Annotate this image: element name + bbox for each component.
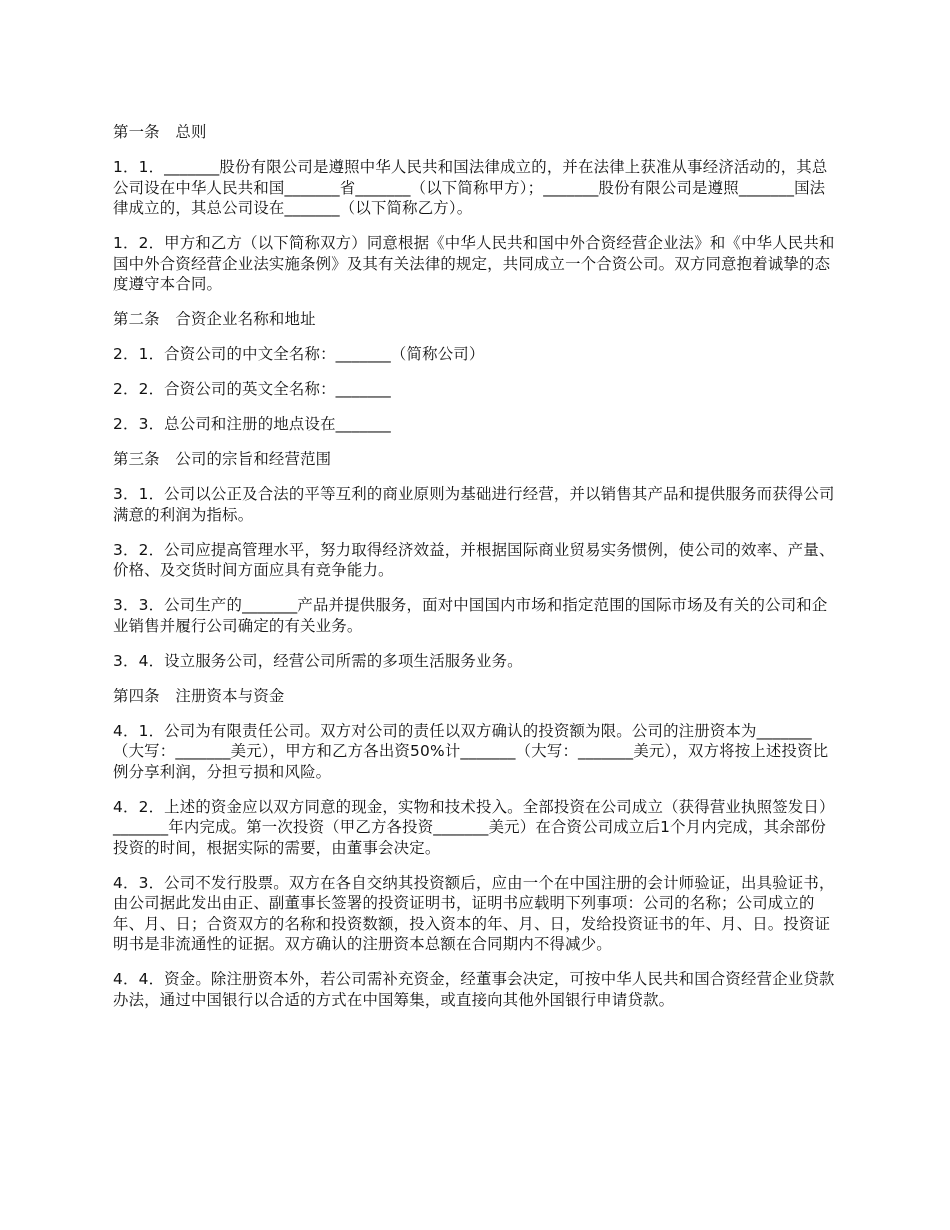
clause-3-2: 3．2．公司应提高管理水平，努力取得经济效益，并根据国际商业贸易实务惯例，使公司的效率、产量、价格、及交货时间方面应具有竞争能力。 xyxy=(113,540,835,579)
section-1 xyxy=(113,122,840,295)
section-4 xyxy=(113,686,840,1011)
contract-page xyxy=(113,122,840,1025)
clause-4-3: 4．3．公司不发行股票。双方在各自交纳其投资额后，应由一个在中国注册的会计师验证，出具验证书，由公司据此发出由正、副董事长签署的投资证明书，证明书应载明下列事项：公司的名称；公司成立的年、月、日；合资双方的名称和投资数额，投入资本的年、月、日，发给投资证书的年、月、日。投资证明书是非流通性的证据。双方确认的注册资本总额在合同期内不得减少。 xyxy=(113,873,835,953)
section-heading: 第三条 公司的宗旨和经营范围 xyxy=(113,450,332,468)
clause-3-1: 3．1．公司以公正及合法的平等互利的商业原则为基础进行经营，并以销售其产品和提供服务而获得公司满意的利润为指标。 xyxy=(113,485,835,524)
clause-1-2: 1．2．甲方和乙方（以下简称双方）同意根据《中华人民共和国中外合资经营企业法》和《中华人民共和国中外合资经营企业法实施条例》及其有关法律的规定，共同成立一个合资公司。双方同意抱着诚挚的态度遵守本合同。 xyxy=(113,234,835,293)
clause-2-3: 2．3．总公司和注册的地点设在_______ xyxy=(113,415,391,433)
clause-2-1: 2．1．合资公司的中文全名称：_______（简称公司） xyxy=(113,345,485,363)
clause-3-4: 3．4．设立服务公司，经营公司所需的多项生活服务业务。 xyxy=(113,651,523,670)
clause-4-2: 4．2．上述的资金应以双方同意的现金，实物和技术投入。全部投资在公司成立（获得营业执照签发日）_______年内完成。第一次投资（甲乙方各投资_______美元）在合资公司成立后1个月内完成，其余部份投资的时间，根据实际的需要，由董事会决定。 xyxy=(113,797,835,857)
clause-4-4: 4．4．资金。除注册资本外，若公司需补充资金，经董事会决定，可按中华人民共和国合资经营企业贷款办法，通过中国银行以合适的方式在中国筹集，或直接向其他外国银行申请贷款。 xyxy=(113,970,835,1009)
clause-3-3: 3．3．公司生产的_______产品并提供服务，面对中国国内市场和指定范围的国际市场及有关的公司和企业销售并履行公司确定的有关业务。 xyxy=(113,596,828,635)
clause-4-1: 4．1．公司为有限责任公司。双方对公司的责任以双方确认的投资额为限。公司的注册资本为_______（大写：_______美元），甲方和乙方各出资50%计_______（大写：_______美元），双方将按上述投资比例分享利润，分担亏损和风险。 xyxy=(113,721,829,781)
clause-1-1: 1．1．_______股份有限公司是遵照中华人民共和国法律成立的，并在法律上获准从事经济活动的，其总公司设在中华人民共和国_______省_______（以下简称甲方）；_______股份有限公司是遵照_______国法律成立的，其总公司设在_______（以下简称乙方）。 xyxy=(113,158,828,217)
section-3 xyxy=(113,449,840,671)
section-heading: 第二条 合资企业名称和地址 xyxy=(113,310,316,328)
clause-2-2: 2．2．合资公司的英文全名称：_______ xyxy=(113,380,391,398)
section-heading: 第一条 总则 xyxy=(113,123,207,141)
section-2 xyxy=(113,309,840,435)
section-heading: 第四条 注册资本与资金 xyxy=(113,686,285,705)
